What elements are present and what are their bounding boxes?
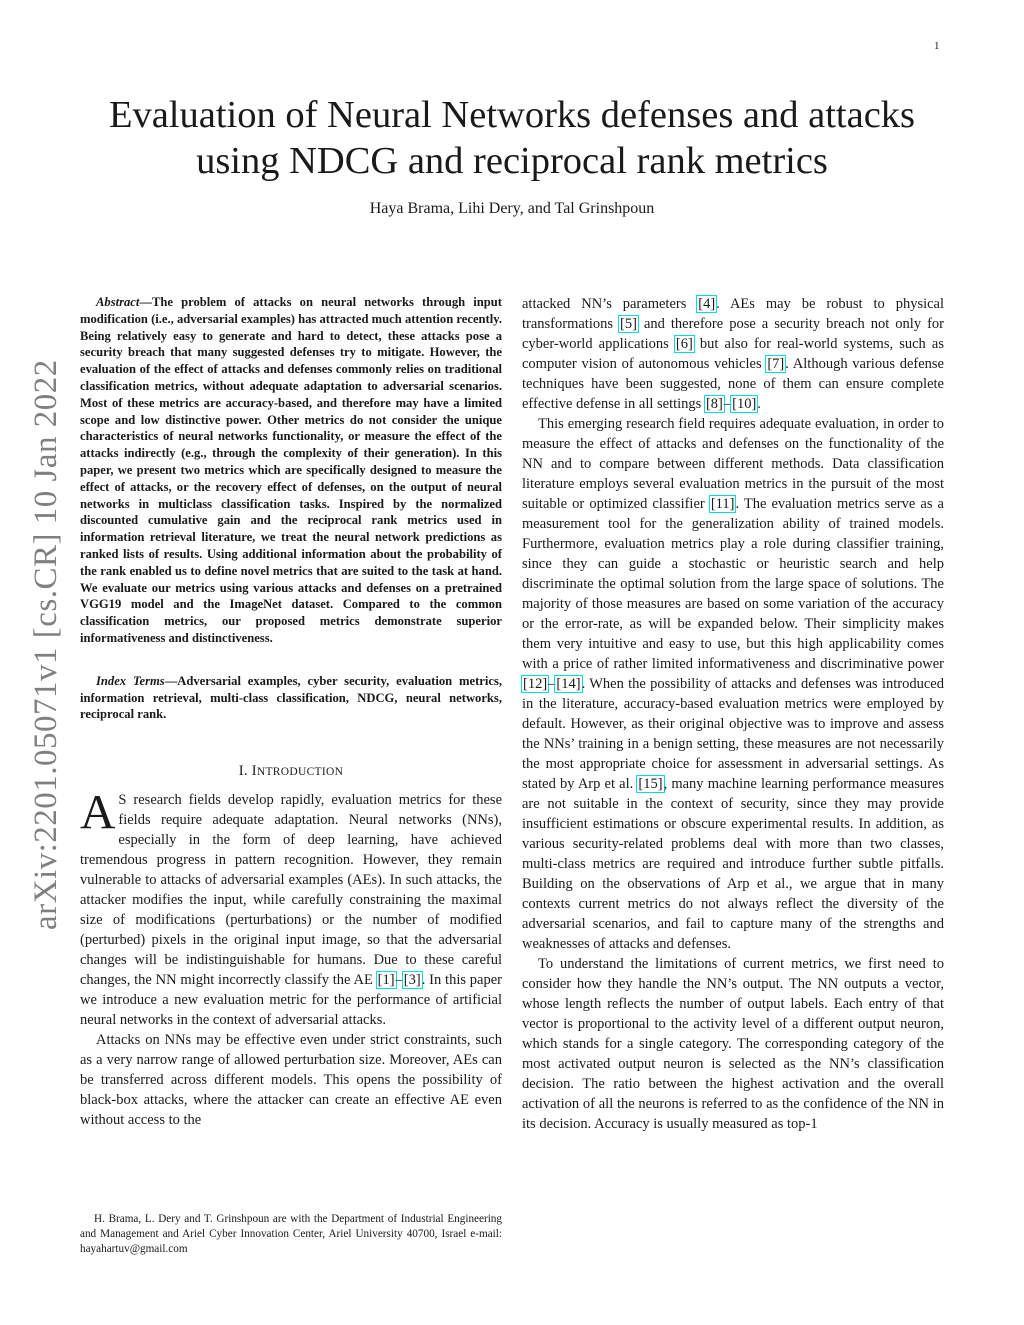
text-span: . AEs may be robust to physical transformations [522, 296, 945, 332]
right-column [522, 294, 944, 1134]
citation-link[interactable]: [7] [767, 356, 785, 372]
citation-link[interactable]: [1] [377, 972, 395, 989]
citation-link[interactable]: [10] [732, 396, 757, 412]
abstract [80, 294, 502, 647]
text-span: . The evaluation metrics serve as a measurement tool for the generalization ability of trained models. Furthermore, evaluation metrics play a role during classifier training, since they can guide a stochastic or heuristic search and help discriminate the optimal solution from the large space of solutions. The majority of those measures are based on some variation of the accuracy or the error-rate, as will be expanded below. Their simplicity makes them very intuitive and easy to use, but this high applicability comes with a price of rather limited informativeness and discriminative power [522, 496, 944, 672]
citation-link[interactable]: [5] [620, 316, 637, 332]
intro-paragraph-2: Attacks on NNs may be effective even under strict constraints, such as a very narrow range of allowed perturbation size. Moreover, AEs can be transferred across different models. This opens the possibility of black-box attacks, where the attacker can create an effective AE even without access to the [80, 1032, 502, 1129]
intro-paragraph-1 [80, 784, 502, 1030]
right-paragraph-2 [522, 414, 944, 954]
affiliation-footnote: H. Brama, L. Dery and T. Grinshpoun are with the Department of Industrial Engineering and Management and Ariel Cyber Innovation Center, Ariel University 40700, Israel e-mail: hayahartuv@gmail.com [80, 1213, 502, 1255]
citation-link[interactable]: [11] [710, 496, 735, 512]
section-title-rest: NTRODUCTION [256, 766, 344, 779]
abstract-label: Abstract [96, 295, 140, 309]
arxiv-identifier: arXiv:2201.05071v1 [cs.CR] 10 Jan 2022 [28, 359, 64, 930]
citation-dash: – [548, 676, 556, 692]
intro-p1-text: S research fields develop rapidly, evaluation metrics for these fields require adequate adaptation. Neural networks (NNs), especially in the form of deep learning, have achieved tremendous progress in pattern recognition. However, they remain vulnerable to attacks of adversarial examples (AEs). In such attacks, the attacker modifies the input, while carefully constraining the maximal size of modifications (perturbations) or the number of modified (perturbed) pixels in the original input image, so that the adversarial changes will be indistinguishable for humans. Due to these careful changes, the NN might incorrectly classify the AE [80, 792, 502, 989]
text-span: . [757, 396, 761, 412]
citation-dash: – [395, 972, 403, 989]
text-span: This emerging research field requires adequate evaluation, in order to measure the effect of attacks and defenses on the functionality of the NN and to compare between different methods. Data classification literature employs several evaluation metrics in the pursuit of the most suitable or optimized classifier [522, 416, 944, 512]
citation-link[interactable]: [15] [638, 776, 663, 792]
citation-link[interactable]: [3] [403, 972, 421, 989]
left-column [80, 294, 502, 1130]
section-heading [80, 761, 502, 782]
index-terms-text: —Adversarial examples, cyber security, evaluation metrics, information retrieval, multi-class classification, NDCG, neural networks, reciprocal rank. [80, 673, 503, 722]
text-span: . Although various defense techniques have been suggested, none of them can ensure complete effective defense in all settings [522, 356, 944, 412]
right-paragraph-3: To understand the limitations of current metrics, we first need to consider how they handle the NN’s output. The NN outputs a vector, whose length reflects the number of output labels. Each entry of that vector is proportional to the activity level of a different output neuron, which stands for a single category. The corresponding category of the most activated output neuron is selected as the NN’s classification decision. The ratio between the highest activation and the overall activation of all the neurons is referred to as the confidence of the NN in its decision. Accuracy is usually measured as top-1 [522, 956, 944, 1132]
text-span: and therefore pose a security breach not only for cyber-world applications [522, 316, 944, 352]
title-line-2: using NDCG and reciprocal rank metrics [196, 140, 828, 182]
citation-link[interactable]: [8] [705, 396, 723, 412]
paper-title [60, 92, 964, 184]
abstract-text: —The problem of attacks on neural networks through input modification (i.e., adversarial examples) has attracted much attention recently. Being relatively easy to generate and hard to detect, these attacks pose a security breach that many suggested defenses try to mitigate. However, the evaluation of the effect of attacks and defenses commonly relies on traditional classification metrics, without adequate adaptation to adversarial scenarios. Most of these metrics are accuracy-based, and therefore may have a limited scope and low distinctive power. Other metrics do not consider the unique characteristics of neural networks functionality, or measure the effect of the attacks indirectly (e.g., through the complexity of their generation). In this paper, we present two metrics which are specifically designed to measure the effect of attacks, or the recovery effect of defenses, on the output of neural networks in multiclass classification tasks. Inspired by the normalized discounted cumulative gain and the reciprocal rank metrics used in information retrieval literature, we treat the neural network predictions as ranked lists of results. Using additional information about the probability of the rank enabled us to define novel metrics that are suited to the task at hand. We evaluate our metrics using various attacks and defenses on a pretrained VGG19 model and the ImageNet dataset. Compared to the common classification metrics, our proposed metrics demonstrate superior informativeness and distinctiveness. [80, 295, 502, 645]
text-span: , many machine learning performance measures are not suitable in the context of security, since they may provide insufficient estimations or obscure experimental results. In addition, as various security-related problems deal with more than two classes, multi-class metrics are required and introduce further subtle pitfalls. Building on the observations of Arp et al., we argue that in many contexts current metrics do not always reflect the diversity of the adversarial scenarios, and fail to capture many of the strengths and weaknesses of attacks and defenses. [522, 776, 944, 952]
text-span: . When the possibility of attacks and defenses was introduced in the literature, accuracy-based evaluation metrics were employed by default. However, as their original objective was to improve and assess the NNs’ training in a benign setting, these measures are not necessarily the most appropriate choice for assessment in adversarial settings. As stated by Arp et al. [522, 676, 944, 792]
text-span: but also for real-world systems, such as computer vision of autonomous vehicles [522, 336, 944, 372]
intro-p1-end: . In this paper we introduce a new evaluation metric for the performance of artificial neural networks in the context of adversarial attacks. [80, 972, 502, 1029]
citation-link[interactable]: [6] [675, 336, 693, 352]
title-line-1: Evaluation of Neural Networks defenses and attacks [108, 94, 916, 136]
section-number: I. [238, 763, 252, 780]
citation-link[interactable]: [12] [523, 676, 548, 692]
page-number: 1 [934, 40, 940, 52]
text-span: attacked NN’s parameters [522, 296, 698, 312]
section-title-cap: I [251, 763, 257, 780]
citation-dash: – [723, 396, 732, 412]
citation-link[interactable]: [14] [556, 676, 581, 692]
author-list: Haya Brama, Lihi Dery, and Tal Grinshpoun [369, 200, 655, 217]
index-terms [80, 673, 502, 723]
right-paragraph-1 [522, 294, 944, 414]
index-terms-label: Index Terms [96, 673, 165, 688]
citation-link[interactable]: [4] [698, 296, 716, 312]
drop-cap: A [80, 784, 116, 840]
